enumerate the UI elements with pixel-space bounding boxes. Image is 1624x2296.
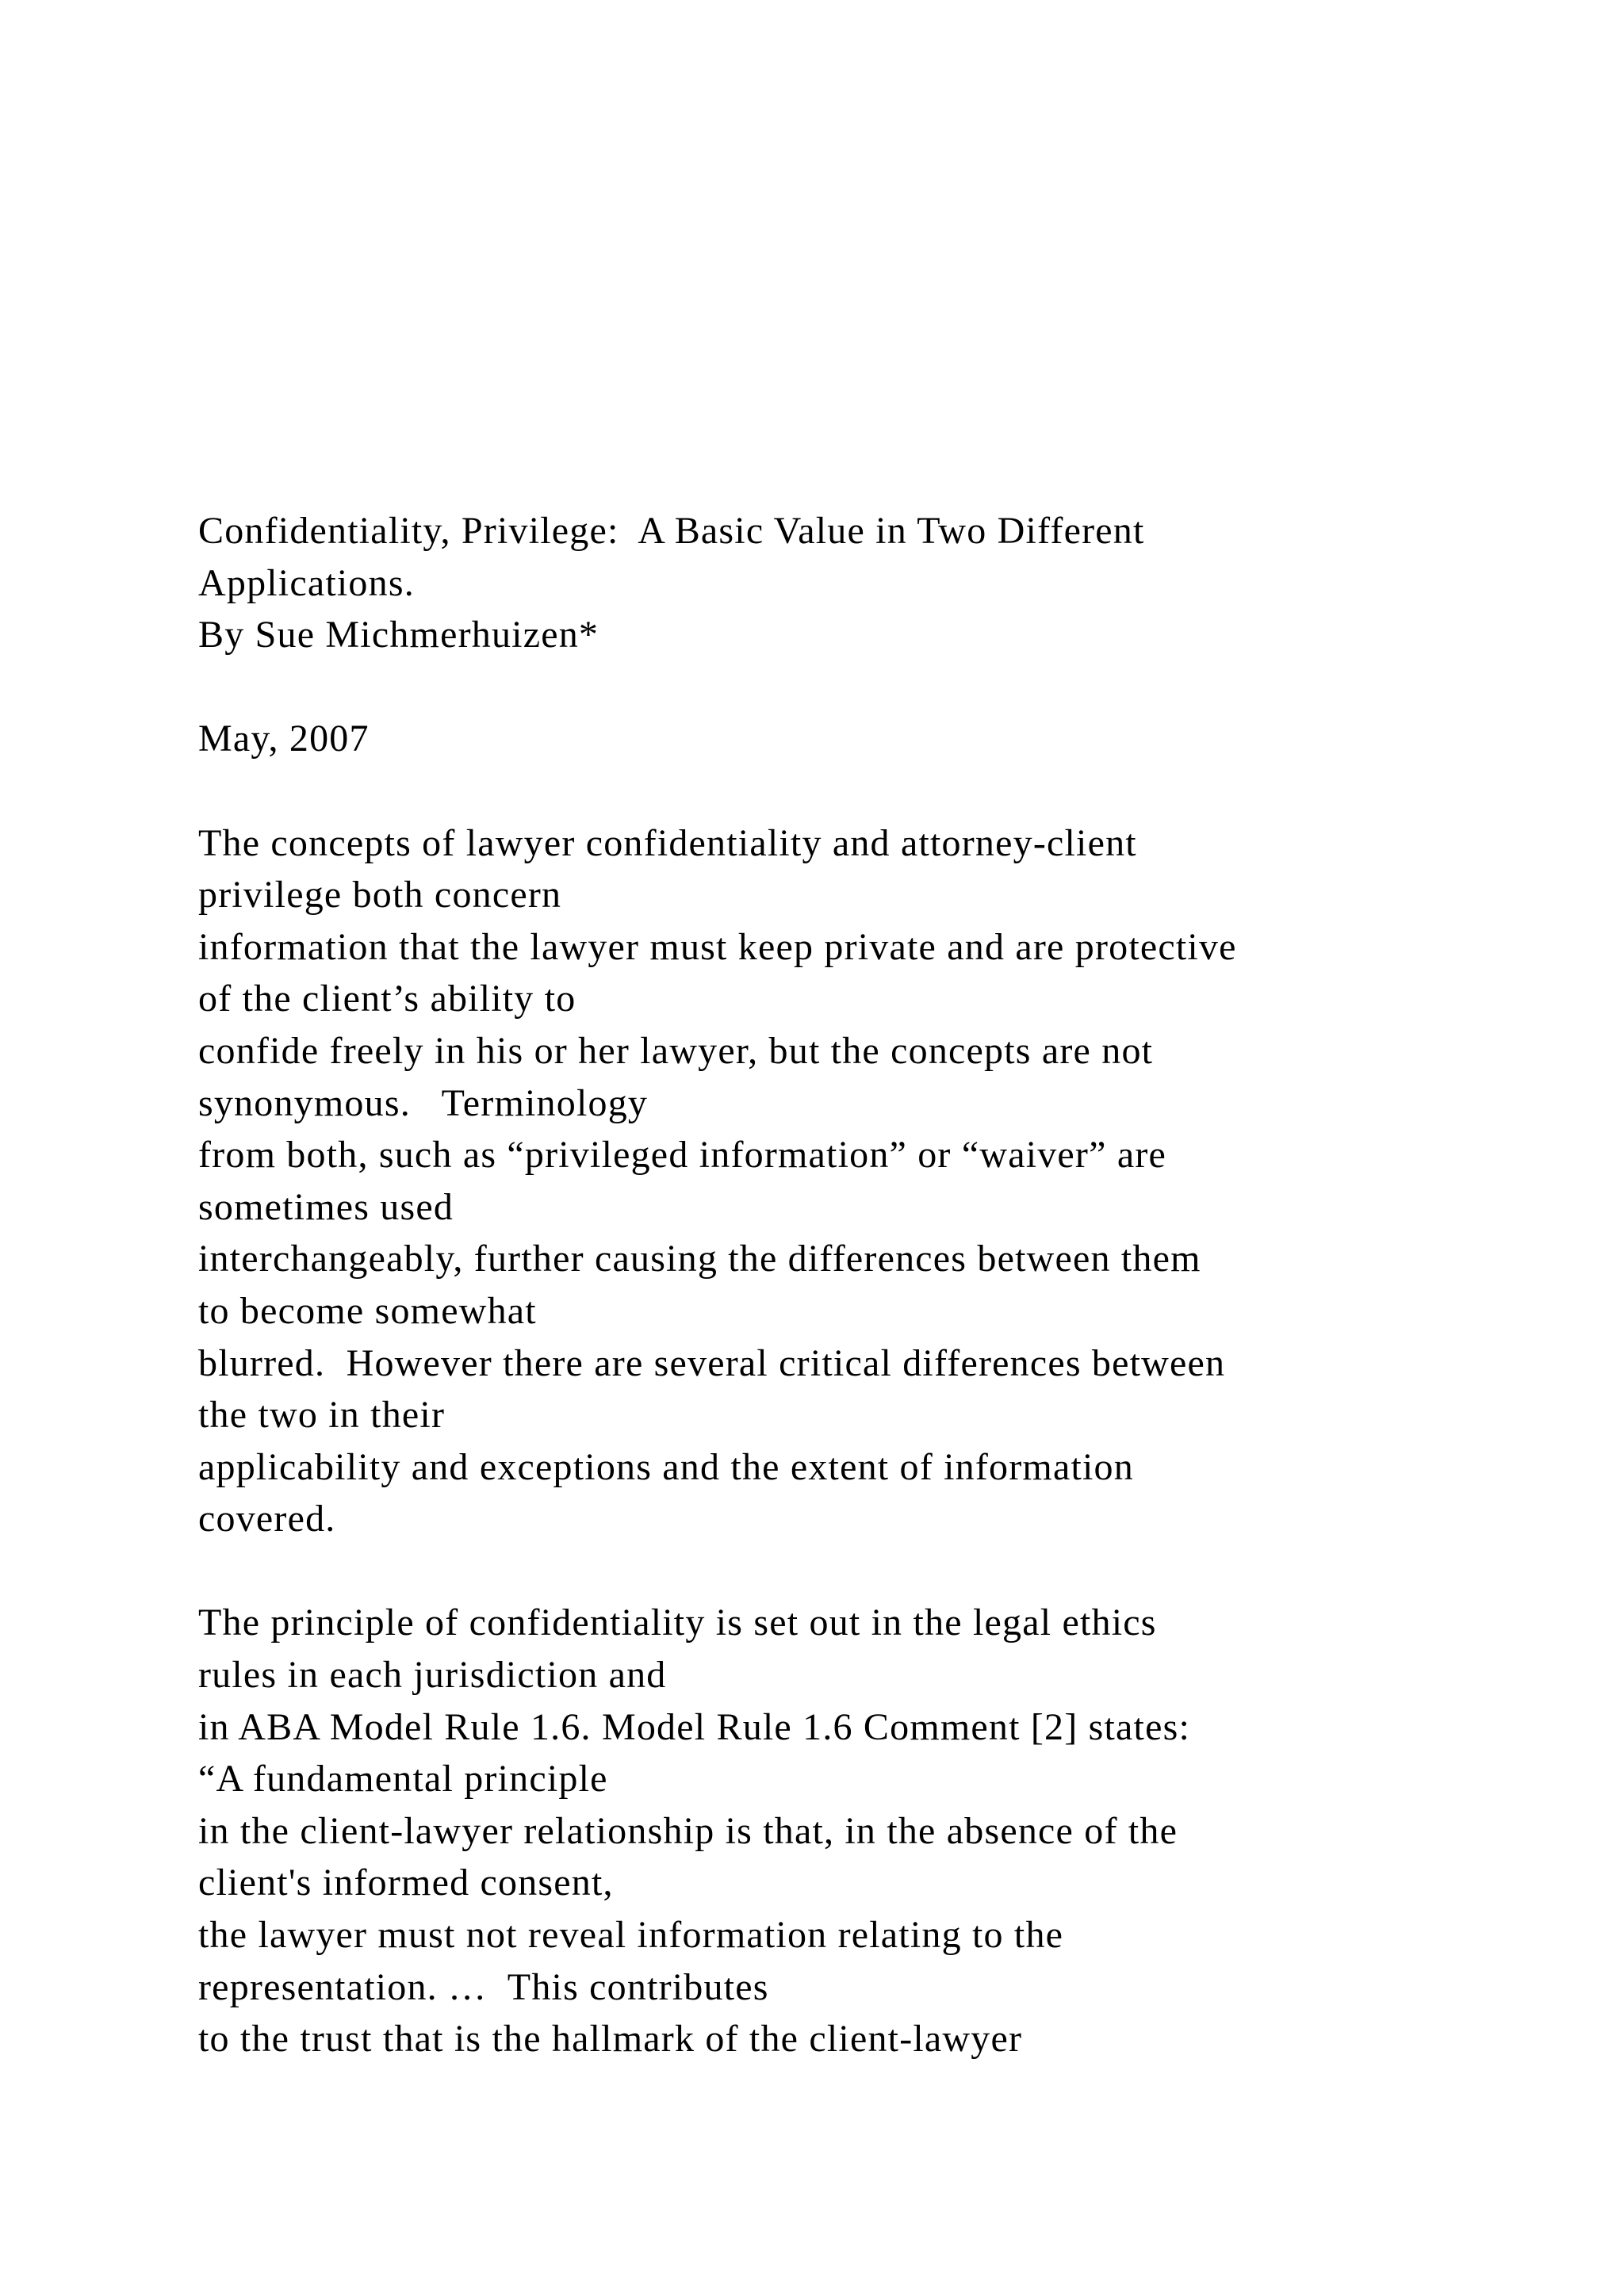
paragraph-2-line: client's informed consent,: [198, 1862, 614, 1904]
blank-line: [198, 765, 1578, 817]
paragraph-1-line: sometimes used: [198, 1185, 454, 1228]
title-line-1: Confidentiality, Privilege: A Basic Value in Two Different: [198, 510, 1145, 552]
title-line-2: Applications.: [198, 561, 415, 604]
paragraph-1-line: privilege both concern: [198, 874, 562, 916]
paragraph-1-line: applicability and exceptions and the extent of information: [198, 1445, 1134, 1488]
document-body: [198, 505, 1578, 2065]
paragraph-2-line: in ABA Model Rule 1.6. Model Rule 1.6 Comment [2] states:: [198, 1705, 1191, 1748]
paragraph-1-line: from both, such as “privileged information” or “waiver” are: [198, 1134, 1167, 1177]
paragraph-2-line: to the trust that is the hallmark of the client-lawyer: [198, 2018, 1023, 2061]
paragraph-2-line: representation. … This contributes: [198, 1965, 769, 2008]
author-line: By Sue Michmerhuizen*: [198, 614, 599, 656]
paragraph-2-line: rules in each jurisdiction and: [198, 1654, 667, 1697]
date-line: May, 2007: [198, 718, 370, 760]
paragraph-1-line: interchangeably, further causing the differences between them: [198, 1238, 1201, 1280]
paragraph-1-line: to become somewhat: [198, 1289, 537, 1332]
paragraph-1-line: synonymous. Terminology: [198, 1081, 649, 1124]
paragraph-1-line: confide freely in his or her lawyer, but the concepts are not: [198, 1029, 1154, 1072]
paragraph-1-line: blurred. However there are several critical differences between: [198, 1341, 1226, 1384]
paragraph-2-line: in the client-lawyer relationship is that, in the absence of the: [198, 1809, 1178, 1852]
paragraph-1-line: covered.: [198, 1498, 336, 1540]
paragraph-2-line: The principle of confidentiality is set out in the legal ethics: [198, 1601, 1157, 1644]
paragraph-1-line: of the client’s ability to: [198, 978, 576, 1020]
blank-line: [198, 661, 1578, 714]
paragraph-1-line: information that the lawyer must keep private and are protective: [198, 925, 1237, 968]
paragraph-1-line: The concepts of lawyer confidentiality and attorney-client: [198, 821, 1137, 864]
blank-line: [198, 1545, 1578, 1598]
paragraph-1-line: the two in their: [198, 1394, 446, 1437]
paragraph-2-line: “A fundamental principle: [198, 1758, 608, 1800]
paragraph-2-line: the lawyer must not reveal information relating to the: [198, 1914, 1064, 1957]
